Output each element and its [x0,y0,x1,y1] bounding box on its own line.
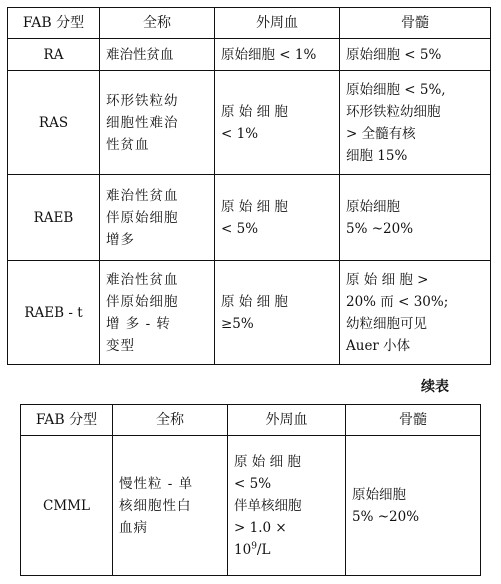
full-name-line: 慢性粒 - 单 [119,475,194,492]
full-name-line: 环形铁粒幼 [106,92,179,109]
exponent-power: 9 [251,541,257,551]
bone-marrow-line: 20% 而 < 30%; [346,293,449,310]
table-row [8,39,491,71]
header-bone-marrow: 骨髓 [340,8,491,39]
header-full-name: 全称 [100,8,215,39]
full-name-line: 增 多 - 转 [106,315,171,332]
full-name-cell [100,261,215,365]
peripheral-blood-line: < 1% [221,125,259,142]
bone-marrow-line: 原始细胞 [346,198,400,215]
fab-type-cell: RAS [8,71,100,175]
header-fab-type: FAB 分型 [21,405,113,436]
bone-marrow-cell [340,175,491,261]
header-peripheral-blood: 外周血 [215,8,340,39]
unit-text: /L [256,541,271,558]
bone-marrow-line: 5% ~20% [352,508,420,525]
peripheral-blood-cell [228,436,346,576]
full-name-cell [100,175,215,261]
bone-marrow-line: 细胞 15% [346,147,408,164]
bone-marrow-line: 原始细胞 [352,486,406,503]
peripheral-blood-line [234,539,339,561]
fab-type-cell: RA [8,39,100,71]
table-row [21,436,481,576]
continued-label: 续表 [421,379,449,395]
peripheral-blood-line: ≥5% [221,315,254,332]
peripheral-blood-line: < 5% [234,475,272,492]
full-name-line: 增多 [106,231,135,248]
table-row [8,175,491,261]
peripheral-blood-line: 伴单核细胞 [234,497,302,514]
bone-marrow-cell [340,261,491,365]
bone-marrow-line: 原 始 细 胞 > [346,271,429,288]
full-name-line: 难治性贫血 [106,271,179,288]
bone-marrow-line: 原始细胞 < 5% [346,46,442,63]
peripheral-blood-line: 原 始 细 胞 [234,453,301,470]
bone-marrow-line: 原始细胞 < 5%, [346,81,446,98]
header-peripheral-blood: 外周血 [228,405,346,436]
full-name-cell [100,39,215,71]
header-full-name: 全称 [113,405,228,436]
fab-classification-table-continued [20,404,481,576]
fab-classification-table [7,7,491,365]
bone-marrow-line: > 全髓有核 [346,125,416,142]
bone-marrow-cell [340,39,491,71]
peripheral-blood-cell [215,261,340,365]
table-header-row [21,405,481,436]
exponent-base: 10 [234,541,252,558]
full-name-cell [100,71,215,175]
bone-marrow-line: 5% ~20% [346,220,414,237]
full-name-line: 核细胞性白 [119,497,192,514]
header-fab-type: FAB 分型 [8,8,100,39]
full-name-line: 伴原始细胞 [106,293,179,310]
bone-marrow-cell [340,71,491,175]
peripheral-blood-cell [215,71,340,175]
table-row [8,71,491,175]
full-name-line: 难治性贫血 [106,187,179,204]
table-header-row [8,8,491,39]
full-name-line: 性贫血 [106,136,150,153]
peripheral-blood-line: < 5% [221,220,259,237]
full-name-line: 难治性贫血 [106,46,174,63]
fab-type-cell: RAEB - t [8,261,100,365]
fab-type-cell: RAEB [8,175,100,261]
bone-marrow-line: Auer 小体 [346,337,411,354]
bone-marrow-line: 环形铁粒幼细胞 [346,103,441,120]
full-name-line: 伴原始细胞 [106,209,179,226]
full-name-line: 变型 [106,337,135,354]
fab-type-cell: CMML [21,436,113,576]
header-bone-marrow: 骨髓 [346,405,481,436]
peripheral-blood-line: > 1.0 × [234,519,287,536]
peripheral-blood-line: 原 始 细 胞 [221,293,288,310]
peripheral-blood-cell [215,175,340,261]
table-row [8,261,491,365]
peripheral-blood-line: 原 始 细 胞 [221,198,288,215]
bone-marrow-line: 幼粒细胞可见 [346,315,427,332]
peripheral-blood-line: 原 始 细 胞 [221,103,288,120]
full-name-cell [113,436,228,576]
peripheral-blood-cell [215,39,340,71]
peripheral-blood-line: 原始细胞 < 1% [221,46,317,63]
full-name-line: 细胞性难治 [106,114,179,131]
full-name-line: 血病 [119,519,148,536]
bone-marrow-cell [346,436,481,576]
